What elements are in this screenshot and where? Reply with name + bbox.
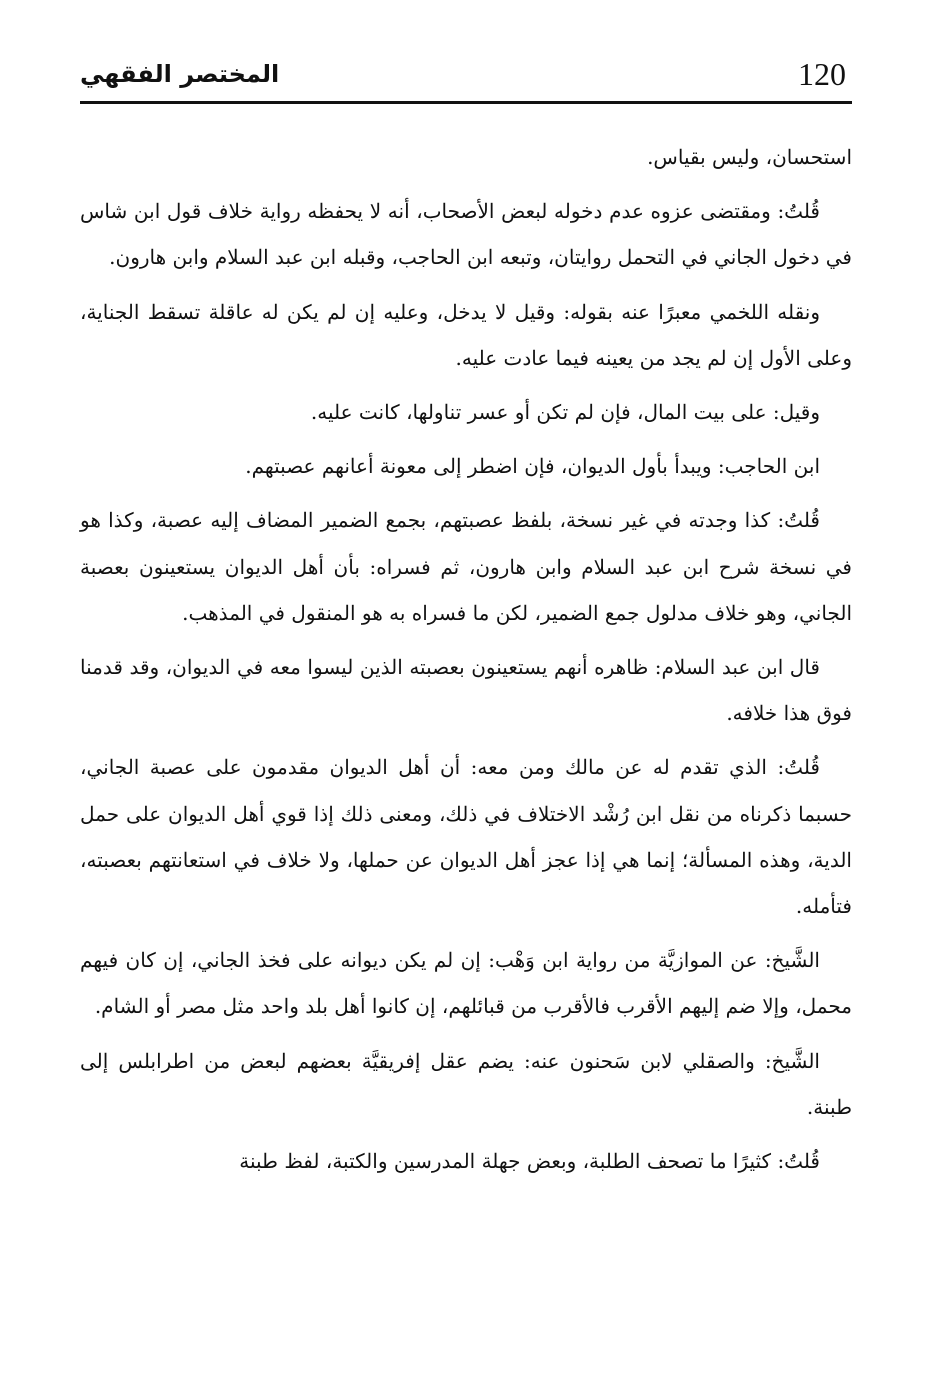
paragraph-text: ابن الحاجب: ويبدأ بأول الديوان، فإن اضطر إلى معونة أعانهم عصبتهم. (245, 454, 820, 479)
paragraph (80, 134, 852, 180)
paragraph-text: الذي تقدم له عن مالك ومن معه: أن أهل الديوان مقدمون على عصبة الجاني، حسبما ذكرناه من نقل ابن رُشْد الاختلاف في ذلك، ومعنى ذلك إذا قوي أهل الديوان على حمل الدية، وهذه المسألة؛ إنما هي إذا عجز أهل الديوان عن حملها، ولا خلاف في استعانتهم بعصبته، فتأمله. (80, 755, 852, 919)
paragraph-text: قال ابن عبد السلام: ظاهره أنهم يستعينون بعصبته الذين ليسوا معه في الديوان، وقد قدمنا فوق هذا خلافه. (80, 655, 852, 726)
paragraph-keyword: الشَّيخ: (764, 948, 820, 973)
paragraph-keyword: الشَّيخ: (764, 1048, 820, 1073)
page-header (80, 48, 852, 98)
paragraph (80, 289, 852, 381)
paragraph (80, 1038, 852, 1130)
paragraph-keyword: قُلتُ: (777, 1149, 820, 1174)
paragraph-text: كثيرًا ما تصحف الطلبة، وبعض جهلة المدرسين والكتبة، لفظ طبنة (239, 1149, 778, 1174)
paragraph-text: وقيل: على بيت المال، فإن لم تكن أو عسر تناولها، كانت عليه. (310, 400, 820, 425)
paragraph (80, 1138, 852, 1184)
header-divider (80, 101, 852, 104)
paragraph (80, 443, 852, 489)
paragraph-text: ونقله اللخمي معبرًا عنه بقوله: وقيل لا يدخل، وعليه إن لم يكن له عاقلة تسقط الجناية، وعلى الأول إن لم يجد من يعينه فيما عادت عليه. (80, 299, 852, 370)
paragraph-keyword: قُلتُ: (777, 508, 820, 533)
paragraph (80, 937, 852, 1029)
running-title: المختصر الفقهي (80, 60, 280, 88)
paragraph (80, 497, 852, 636)
paragraph-text: والصقلي لابن سَحنون عنه: يضم عقل إفريقيَّة بعضهم لبعض من اطرابلس إلى طبنة. (80, 1048, 852, 1119)
paragraph-text: عن الموازيَّة من رواية ابن وَهْب: إن لم يكن ديوانه على فخذ الجاني، إن كان فيهم محمل، وإلا ضم إليهم الأقرب فالأقرب من قبائلهم، إن كانوا أهل بلد واحد مثل مصر أو الشام. (80, 948, 852, 1019)
paragraph-text: كذا وجدته في غير نسخة، بلفظ عصبتهم، بجمع الضمير المضاف إليه عصبة، وكذا هو في نسخة شرح ابن عبد السلام وابن هارون، ثم فسراه: بأن أهل الديوان يستعينون بعصبة الجاني، وهو خلاف مدلول جمع الضمير، لكن ما فسراه به هو المنقول في المذهب. (80, 508, 852, 625)
paragraph (80, 744, 852, 929)
paragraph (80, 188, 852, 280)
page-number: 120 (798, 56, 846, 92)
paragraph-text: استحسان، وليس بقياس. (647, 145, 852, 169)
paragraph (80, 644, 852, 736)
paragraph-keyword: قُلتُ: (777, 755, 820, 780)
paragraph (80, 389, 852, 435)
page-body (80, 134, 852, 1192)
paragraph-keyword: قُلتُ: (777, 199, 820, 224)
paragraph-text: ومقتضى عزوه عدم دخوله لبعض الأصحاب، أنه لا يحفظه رواية خلاف قول ابن شاس في دخول الجاني في التحمل روايتان، وتبعه ابن الحاجب، وقبله ابن عبد السلام وابن هارون. (80, 199, 852, 270)
